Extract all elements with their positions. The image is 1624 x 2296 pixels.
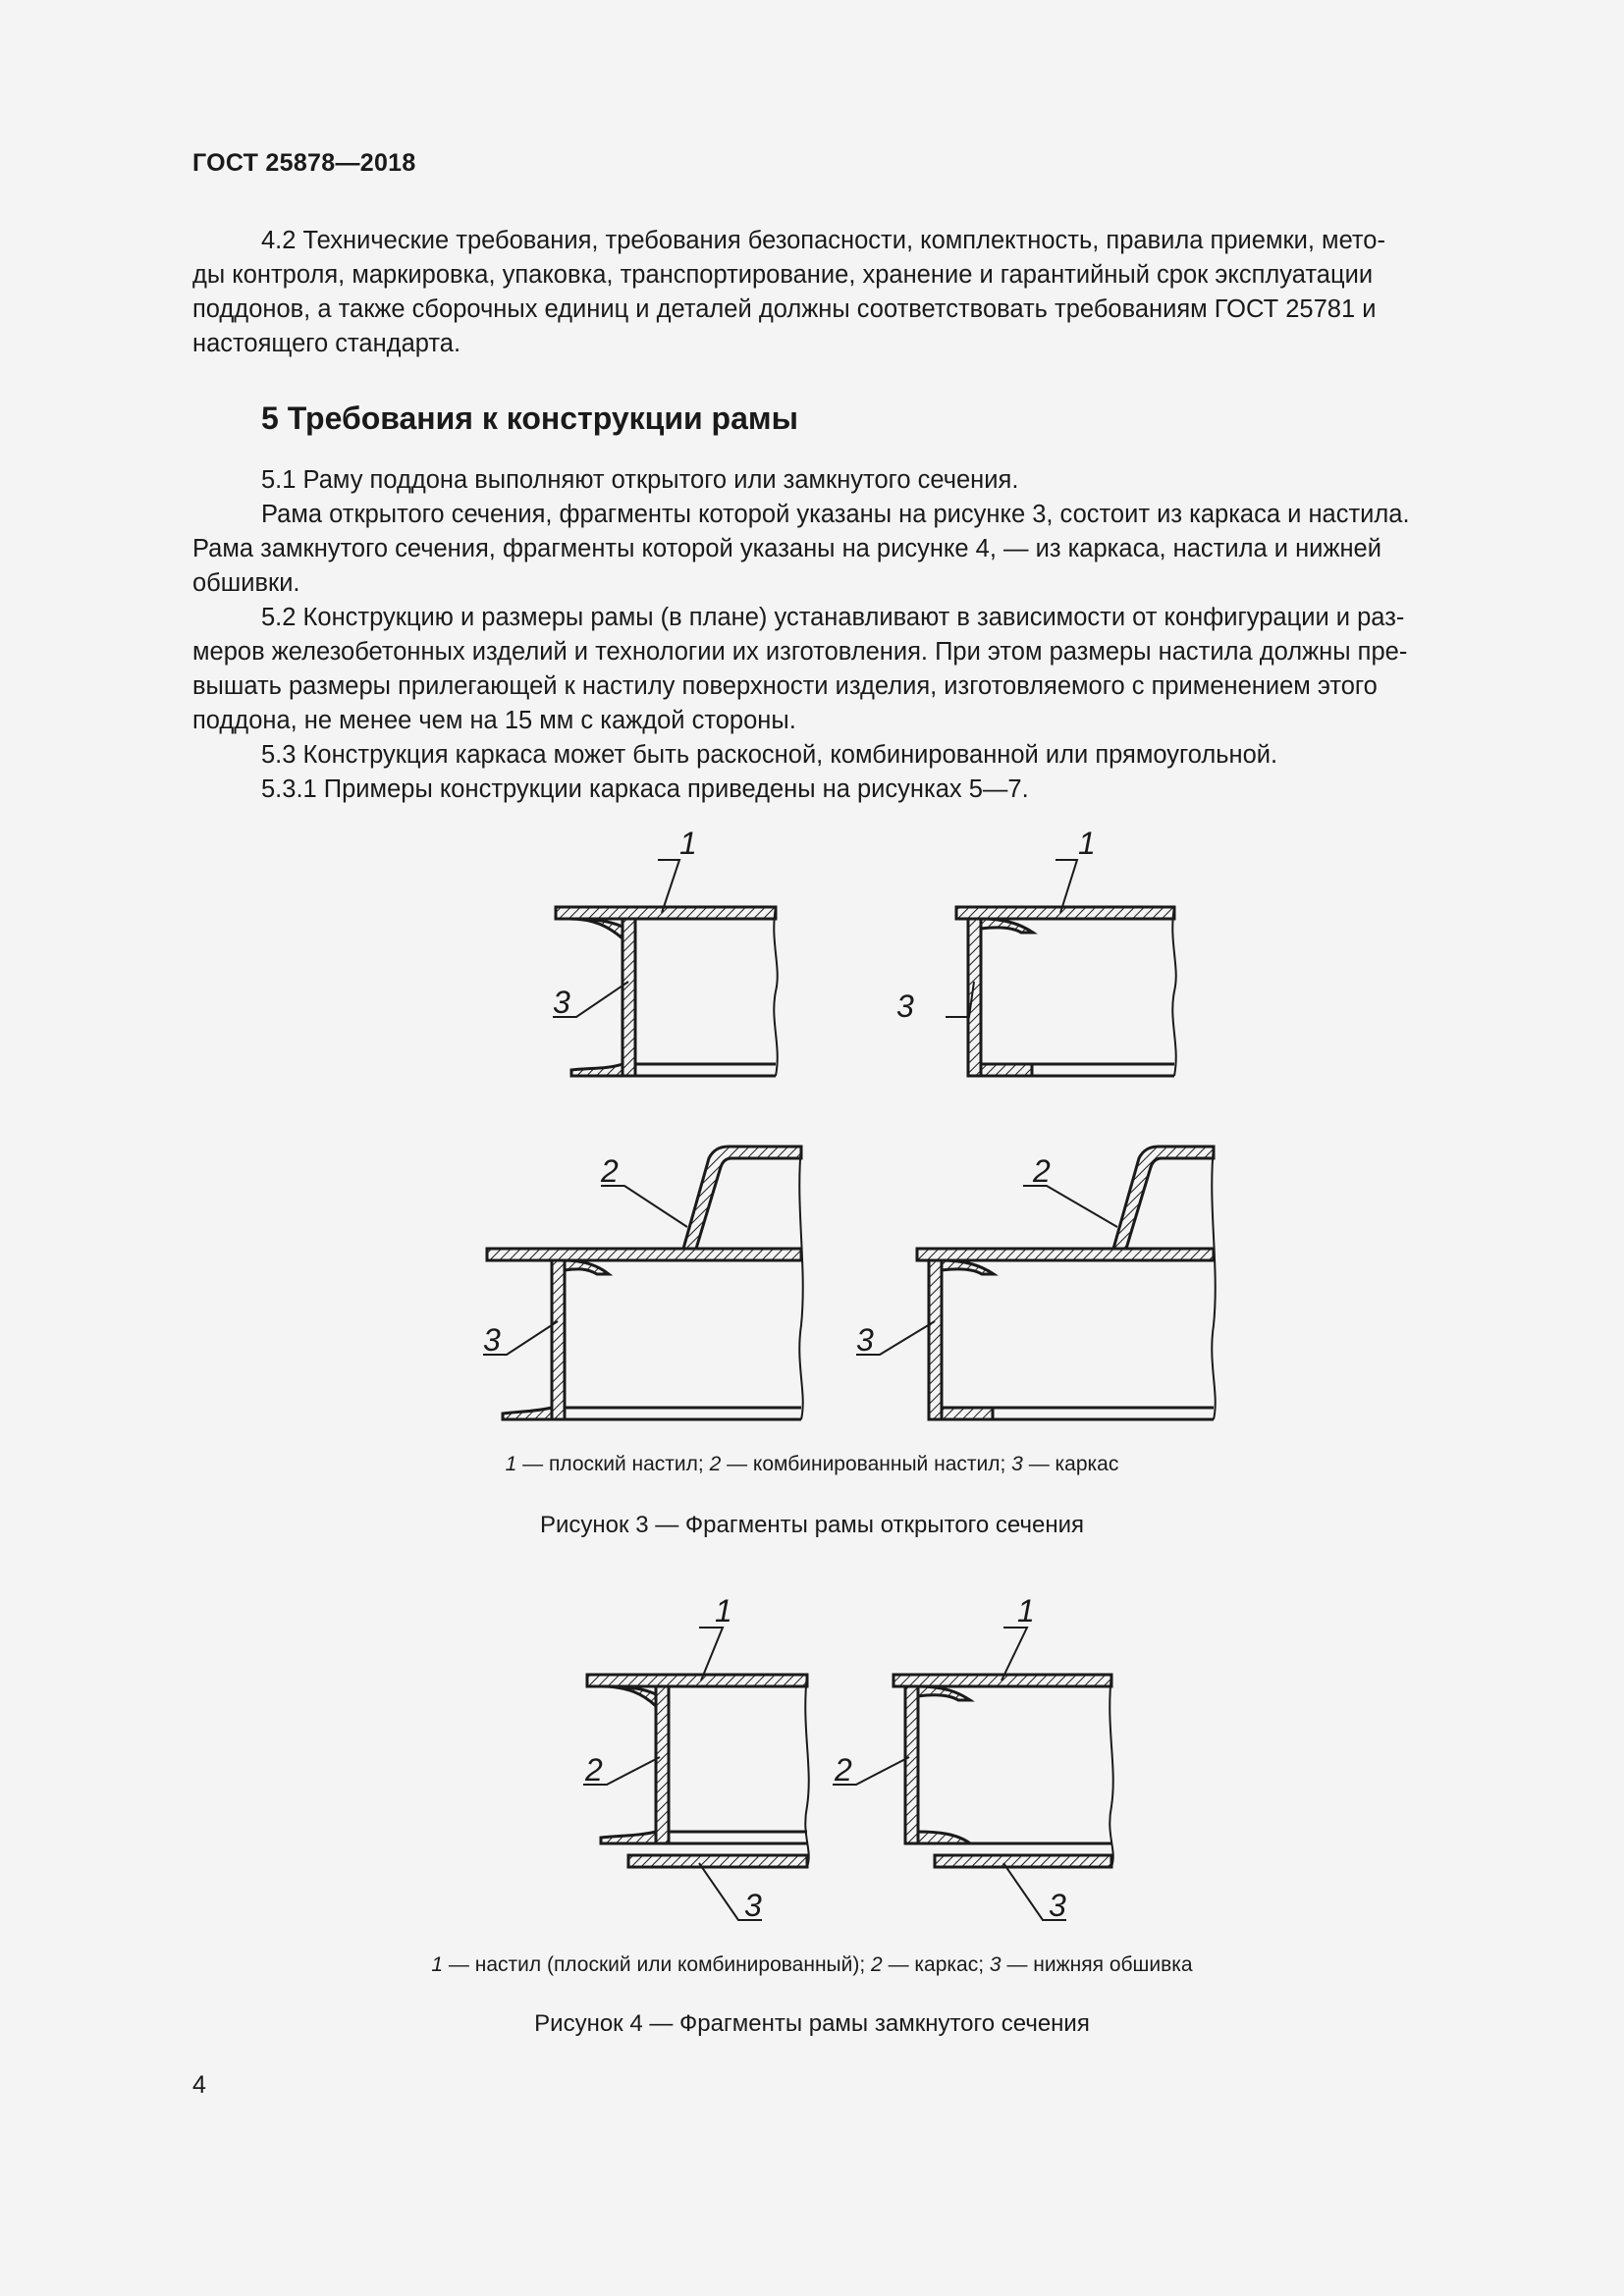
page-number: 4	[192, 2071, 206, 2099]
paragraph-5-3: 5.3 Конструкция каркаса может быть раскосной, комбинированной или прямоугольной.	[261, 741, 1278, 769]
label-deck: 1	[715, 1593, 732, 1629]
label-frame: 2	[585, 1752, 603, 1788]
figure-3-caption: Рисунок 3 — Фрагменты рамы открытого сечения	[540, 1512, 1084, 1538]
fragment-open-combined-b	[917, 1147, 1216, 1419]
figure-4-caption: Рисунок 4 — Фрагменты рамы замкнутого сечения	[534, 2010, 1090, 2037]
figure-4-drawing	[0, 1580, 1624, 1963]
fragment-open-flat-a	[556, 907, 778, 1076]
legend-text: — каркас	[1022, 1453, 1119, 1475]
label-frame: 2	[835, 1752, 852, 1788]
label-frame: 3	[856, 1322, 874, 1358]
fragment-closed-b	[893, 1675, 1113, 1867]
label-frame: 3	[553, 985, 570, 1020]
legend-number: 1	[505, 1453, 517, 1475]
paragraph-line: поддона, не менее чем на 15 мм с каждой стороны.	[192, 707, 796, 734]
label-bottom-skin: 3	[1049, 1888, 1066, 1923]
paragraph-closed-frame: Рама замкнутого сечения, фрагменты которой указаны на рисунке 4, — из каркаса, настила и нижней	[192, 535, 1381, 562]
label-bottom-skin: 3	[744, 1888, 762, 1923]
fragment-open-combined-a	[487, 1147, 803, 1419]
paragraph-4-2	[192, 224, 1508, 361]
label-frame: 3	[483, 1322, 501, 1358]
paragraph-line: 4.2 Технические требования, требования безопасности, комплектность, правила приемки, мето-	[261, 227, 1385, 254]
label-combined-deck: 2	[1033, 1153, 1051, 1189]
paragraph-5-1: 5.1 Раму поддона выполняют открытого или замкнутого сечения.	[261, 466, 1019, 494]
label-deck: 1	[1017, 1593, 1035, 1629]
legend-text: — каркас;	[882, 1953, 990, 1976]
paragraph-open-frame: Рама открытого сечения, фрагменты которой указаны на рисунке 3, состоит из каркаса и настила.	[261, 501, 1410, 528]
legend-number: 1	[431, 1953, 444, 1976]
figure-4-legend	[0, 1953, 1624, 1977]
legend-number: 2	[871, 1953, 883, 1976]
label-frame: 3	[896, 988, 914, 1024]
paragraph-5-2: 5.2 Конструкцию и размеры рамы (в плане) устанавливают в зависимости от конфигурации и раз-	[261, 604, 1405, 631]
paragraph-line: настоящего стандарта.	[192, 330, 461, 357]
paragraph-line: ды контроля, маркировка, упаковка, транспортирование, хранение и гарантийный срок эксплуатации	[192, 261, 1374, 289]
paragraph-closed-frame-end: обшивки.	[192, 569, 300, 597]
paragraph-5-3-1: 5.3.1 Примеры конструкции каркаса приведены на рисунках 5—7.	[261, 775, 1029, 803]
section-heading: 5 Требования к конструкции рамы	[261, 400, 798, 436]
paragraph-line: поддонов, а также сборочных единиц и деталей должны соответствовать требованиям ГОСТ 25781 и	[192, 295, 1377, 323]
legend-number: 2	[709, 1453, 722, 1475]
fragment-open-flat-b	[956, 907, 1176, 1076]
legend-text: — нижняя обшивка	[1001, 1953, 1193, 1976]
legend-text: — настил (плоский или комбинированный);	[443, 1953, 872, 1976]
legend-text: — комбинированный настил;	[721, 1453, 1012, 1475]
paragraph-line: меров железобетонных изделий и технологии их изготовления. При этом размеры настила должны пре-	[192, 638, 1408, 666]
label-combined-deck: 2	[601, 1153, 619, 1189]
legend-number: 3	[1011, 1453, 1023, 1475]
label-flat-deck: 1	[679, 826, 697, 861]
section-5-body	[192, 463, 1508, 807]
figure-3-legend	[0, 1453, 1624, 1476]
label-flat-deck: 1	[1078, 826, 1096, 861]
fragment-closed-a	[587, 1675, 809, 1867]
figure-3-drawing	[0, 825, 1624, 1453]
document-header: ГОСТ 25878—2018	[192, 149, 416, 177]
paragraph-line: вышать размеры прилегающей к настилу поверхности изделия, изготовляемого с применением этого	[192, 672, 1378, 700]
legend-text: — плоский настил;	[516, 1453, 710, 1475]
legend-number: 3	[989, 1953, 1001, 1976]
